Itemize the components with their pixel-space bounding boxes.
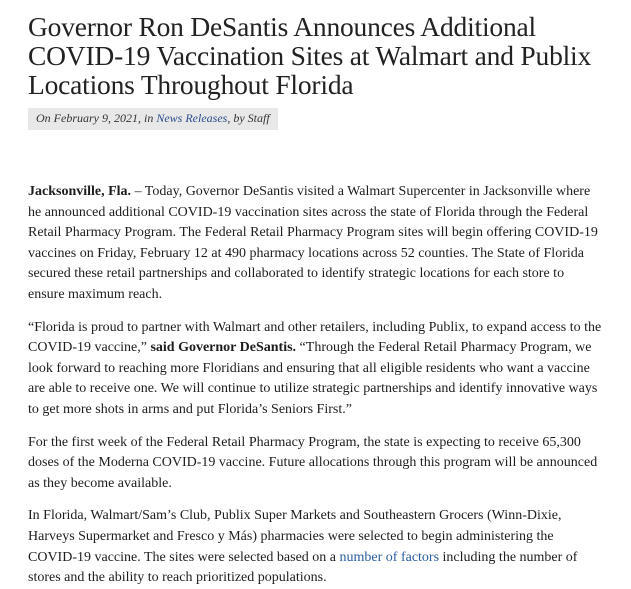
paragraph-4	[28, 506, 604, 588]
page-title: Governor Ron DeSantis Announces Additional COVID-19 Vaccination Sites at Walmart and Publix Locations Throughout Florida	[28, 11, 592, 100]
speaker-attribution: said Governor DeSantis.	[150, 340, 297, 356]
post-author: , by Staff	[227, 111, 270, 125]
paragraph-3: For the first week of the Federal Retail Pharmacy Program, the state is expecting to receive 65,300 doses of the Moderna COVID-19 vaccine. Future allocations through this program will be announced as they become available.	[28, 434, 598, 491]
paragraph-4-text-b: including the number of stores and the ability to reach prioritized populations.	[28, 549, 578, 586]
number-of-factors-link[interactable]: number of factors	[339, 549, 440, 565]
quote-part-2: “Through the Federal Retail Pharmacy Program, we look forward to reaching more Floridians and ensuring that all eligible residents who want a vaccine are able to receive one. We will continue to utilize strategic partnerships and identify innovative ways to get more shots in arms and put Florida’s Seniors First.”	[28, 340, 598, 417]
paragraph-4-text-a: In Florida, Walmart/Sam’s Club, Publix Super Markets and Southeastern Grocers (Winn-Dixie, Harveys Supermarket and Fresco y Más) pharmacies were selected to begin administering the COVID-19 vaccine. The sites were selected based on a	[28, 508, 562, 565]
quote-part-1: “Florida is proud to partner with Walmart and other retailers, including Publix, to expand access to the COVID-19 vaccine,”	[28, 319, 602, 356]
paragraph-2	[28, 318, 604, 421]
article-body	[28, 182, 604, 589]
post-meta	[28, 108, 278, 130]
paragraph-1	[28, 182, 604, 306]
paragraph-1-text: – Today, Governor DeSantis visited a Walmart Supercenter in Jacksonville where he announced additional COVID-19 vaccination sites across the state of Florida through the Federal Retail Pharmacy Program. The Federal Retail Pharmacy Program sites will begin offering COVID-19 vaccines on Friday, February 12 at 490 pharmacy locations across 52 counties. The State of Florida secured these retail partnerships and collaborated to identify strategic locations for each store to ensure maximum reach.	[28, 184, 598, 302]
category-link[interactable]: News Releases	[156, 111, 228, 125]
dateline: Jacksonville, Fla.	[28, 184, 132, 199]
post-date: On February 9, 2021, in	[36, 111, 157, 125]
